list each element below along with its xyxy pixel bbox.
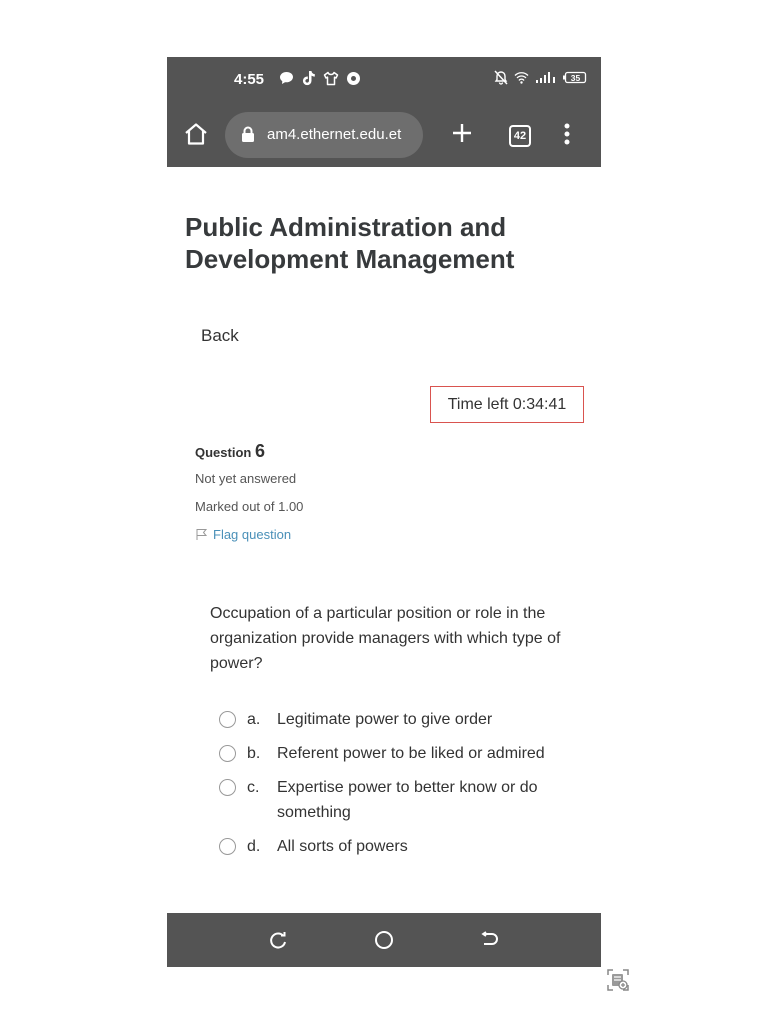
radio-button[interactable] (219, 838, 236, 855)
kebab-menu-icon[interactable] (563, 122, 571, 146)
tabs-icon[interactable]: 42 (509, 125, 531, 147)
question-text: Occupation of a particular position or role in the organization provide managers with which type of power? (210, 605, 561, 672)
battery-icon (563, 71, 587, 84)
screenshot-edit-icon[interactable] (606, 968, 630, 992)
chat-bubble-icon (279, 71, 294, 85)
status-notification-icons (279, 70, 361, 86)
url-text: am4.ethernet.edu.et (267, 126, 402, 143)
answer-letter: d. (247, 838, 261, 855)
browser-toolbar (167, 103, 601, 167)
question-heading (195, 441, 375, 462)
question-number: 6 (254, 441, 265, 461)
quiz-timer (430, 386, 584, 423)
answer-text: Referent power to be liked or admired (277, 745, 545, 762)
recents-icon[interactable] (268, 930, 288, 950)
back-button[interactable]: Back (201, 326, 239, 345)
answer-letter: b. (247, 745, 261, 762)
flag-icon (195, 528, 208, 541)
status-system-icons (494, 70, 587, 85)
answer-option-b[interactable] (219, 741, 559, 766)
radio-button[interactable] (219, 711, 236, 728)
answer-option-d[interactable] (219, 834, 559, 859)
back-icon[interactable] (480, 930, 500, 950)
new-tab-plus-icon[interactable] (451, 122, 473, 144)
address-bar[interactable] (225, 112, 423, 158)
question-mark: Marked out of 1.00 (195, 499, 304, 514)
status-time: 4:55 (234, 71, 265, 88)
shield-app-icon (346, 71, 361, 86)
battery-level: 35 (570, 73, 581, 83)
status-bar (167, 57, 601, 103)
answer-option-c[interactable] (219, 775, 559, 825)
answer-letter: a. (247, 711, 261, 728)
question-label: Question (195, 445, 252, 460)
signal-icon (535, 71, 557, 84)
answer-option-a[interactable] (219, 707, 559, 732)
timer-label: Time left (447, 395, 509, 413)
home-circle-icon[interactable] (374, 930, 394, 950)
home-icon[interactable] (183, 122, 209, 146)
mute-bell-icon (494, 70, 508, 85)
answer-text: All sorts of powers (277, 838, 408, 855)
answer-text: Expertise power to better know or do something (277, 779, 538, 821)
phone-screen (167, 57, 601, 967)
answer-letter: c. (247, 779, 260, 796)
timer-value: 0:34:41 (512, 395, 567, 413)
page-title: Public Administration and Development Management (185, 212, 515, 274)
question-state: Not yet answered (195, 471, 297, 486)
question-info (195, 441, 375, 542)
answer-text: Legitimate power to give order (277, 711, 493, 728)
wifi-icon (514, 71, 529, 84)
flag-question-link[interactable] (195, 527, 375, 542)
system-nav-bar (167, 913, 601, 967)
shirt-icon (323, 71, 339, 86)
answer-options (219, 707, 559, 868)
tiktok-icon (301, 70, 316, 86)
flag-question-label: Flag question (213, 527, 292, 542)
lock-icon (241, 126, 255, 143)
radio-button[interactable] (219, 779, 236, 796)
radio-button[interactable] (219, 745, 236, 762)
